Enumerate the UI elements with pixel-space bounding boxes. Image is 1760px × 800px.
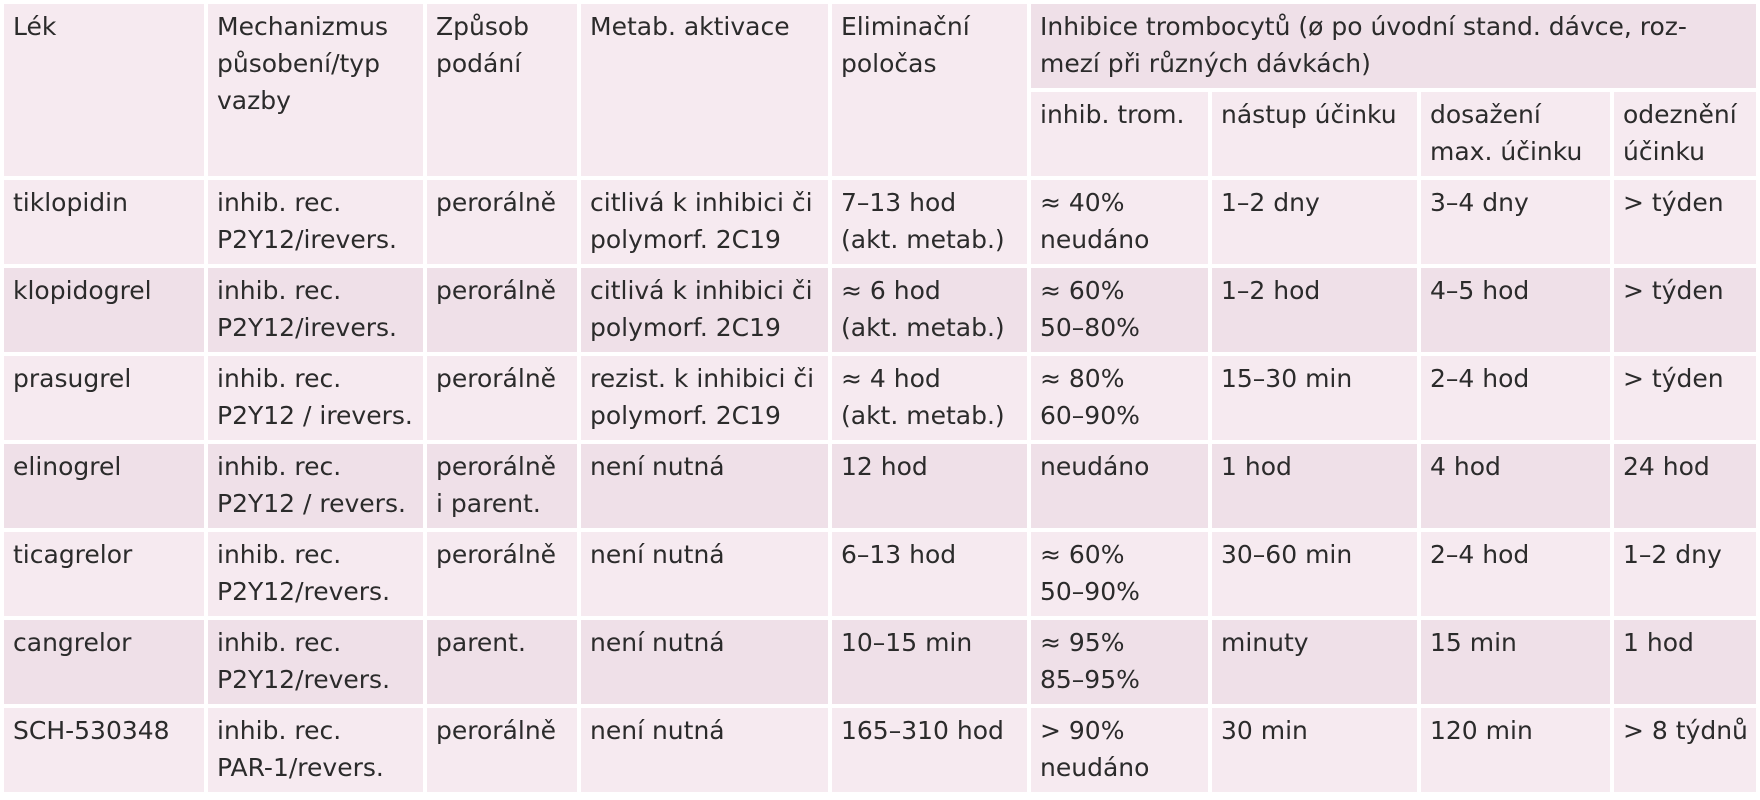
cell-onset: 1 hod [1212, 444, 1417, 528]
header-platelet-inhibition: Inhibice trombocytů (ø po úvodní stand. dávce, roz- mezí při různých dávkách) [1031, 4, 1756, 88]
cell-activation: není nutná [581, 708, 828, 792]
cell-onset: 15–30 min [1212, 356, 1417, 440]
table-body [4, 180, 1756, 792]
cell-route: perorálně [427, 356, 577, 440]
cell-mechanism: inhib. rec. P2Y12/revers. [208, 620, 423, 704]
cell-activation: není nutná [581, 444, 828, 528]
cell-mechanism: inhib. rec. P2Y12/revers. [208, 532, 423, 616]
cell-mechanism: inhib. rec. P2Y12/irevers. [208, 268, 423, 352]
table-row [4, 708, 1756, 792]
cell-route: perorálně [427, 268, 577, 352]
cell-drug: prasugrel [4, 356, 204, 440]
cell-inhibition: ≈ 80% 60–90% [1031, 356, 1208, 440]
cell-offset: > týden [1614, 180, 1756, 264]
cell-route: parent. [427, 620, 577, 704]
header-halflife: Eliminační poločas [832, 4, 1027, 176]
cell-mechanism: inhib. rec. PAR-1/revers. [208, 708, 423, 792]
cell-drug: ticagrelor [4, 532, 204, 616]
cell-offset: 1–2 dny [1614, 532, 1756, 616]
cell-offset: > týden [1614, 356, 1756, 440]
table-row [4, 532, 1756, 616]
header-max-effect: dosažení max. účinku [1421, 92, 1610, 176]
cell-max-effect: 4 hod [1421, 444, 1610, 528]
cell-offset: 24 hod [1614, 444, 1756, 528]
cell-max-effect: 3–4 dny [1421, 180, 1610, 264]
header-mechanism: Mechanizmus působení/typ vazby [208, 4, 423, 176]
table-row [4, 180, 1756, 264]
cell-route: perorálně [427, 180, 577, 264]
cell-drug: klopidogrel [4, 268, 204, 352]
cell-offset: > 8 týdnů [1614, 708, 1756, 792]
cell-inhibition: ≈ 60% 50–90% [1031, 532, 1208, 616]
cell-activation: citlivá k inhibici či polymorf. 2C19 [581, 180, 828, 264]
header-onset: nástup účinku [1212, 92, 1417, 176]
cell-drug: elinogrel [4, 444, 204, 528]
cell-max-effect: 2–4 hod [1421, 356, 1610, 440]
cell-halflife: 6–13 hod [832, 532, 1027, 616]
cell-mechanism: inhib. rec. P2Y12 / revers. [208, 444, 423, 528]
header-inhibition: inhib. trom. [1031, 92, 1208, 176]
cell-max-effect: 2–4 hod [1421, 532, 1610, 616]
cell-halflife: 12 hod [832, 444, 1027, 528]
cell-halflife: 165–310 hod [832, 708, 1027, 792]
cell-activation: rezist. k inhibici či polymorf. 2C19 [581, 356, 828, 440]
cell-halflife: 7–13 hod (akt. metab.) [832, 180, 1027, 264]
cell-drug: SCH-530348 [4, 708, 204, 792]
cell-halflife: ≈ 4 hod (akt. metab.) [832, 356, 1027, 440]
header-route: Způsob podání [427, 4, 577, 176]
cell-drug: tiklopidin [4, 180, 204, 264]
table-row [4, 356, 1756, 440]
cell-onset: 1–2 hod [1212, 268, 1417, 352]
cell-max-effect: 15 min [1421, 620, 1610, 704]
cell-inhibition: ≈ 95% 85–95% [1031, 620, 1208, 704]
table-row [4, 620, 1756, 704]
cell-route: perorálně i parent. [427, 444, 577, 528]
cell-inhibition: ≈ 60% 50–80% [1031, 268, 1208, 352]
cell-route: perorálně [427, 532, 577, 616]
cell-inhibition: ≈ 40% neudáno [1031, 180, 1208, 264]
cell-halflife: 10–15 min [832, 620, 1027, 704]
cell-drug: cangrelor [4, 620, 204, 704]
cell-mechanism: inhib. rec. P2Y12/irevers. [208, 180, 423, 264]
cell-inhibition: neudáno [1031, 444, 1208, 528]
header-drug: Lék [4, 4, 204, 176]
cell-mechanism: inhib. rec. P2Y12 / irevers. [208, 356, 423, 440]
cell-onset: 30 min [1212, 708, 1417, 792]
cell-route: perorálně [427, 708, 577, 792]
cell-onset: 30–60 min [1212, 532, 1417, 616]
cell-max-effect: 4–5 hod [1421, 268, 1610, 352]
header-activation: Metab. aktivace [581, 4, 828, 176]
cell-activation: není nutná [581, 532, 828, 616]
cell-max-effect: 120 min [1421, 708, 1610, 792]
cell-activation: citlivá k inhibici či polymorf. 2C19 [581, 268, 828, 352]
cell-activation: není nutná [581, 620, 828, 704]
cell-onset: minuty [1212, 620, 1417, 704]
cell-onset: 1–2 dny [1212, 180, 1417, 264]
cell-halflife: ≈ 6 hod (akt. metab.) [832, 268, 1027, 352]
table-row [4, 444, 1756, 528]
cell-inhibition: > 90% neudáno [1031, 708, 1208, 792]
table-row [4, 268, 1756, 352]
cell-offset: > týden [1614, 268, 1756, 352]
cell-offset: 1 hod [1614, 620, 1756, 704]
header-offset: odeznění účinku [1614, 92, 1756, 176]
